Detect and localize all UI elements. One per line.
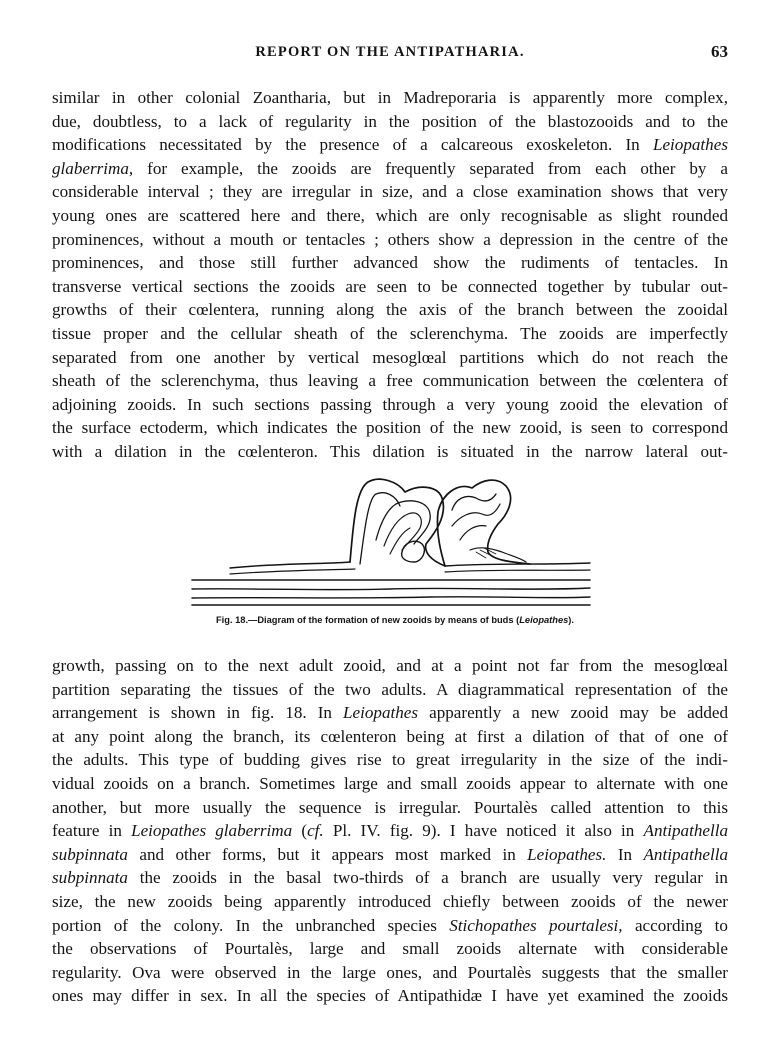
text-span: In (617, 844, 633, 864)
text-line: similar in other colonial Zoantharia, but in Madreporaria is apparently more complex, (52, 88, 728, 107)
text-span: the zooids in the basal two-thirds of a branch are usually very regular in (139, 868, 728, 888)
text-line: considerable interval ; they are irregular in size, and a close examination shows that very (52, 182, 728, 202)
text-span: Pl. IV. fig. 9). I have noticed it also in (332, 821, 635, 841)
figure-18 (190, 470, 600, 630)
text-line: the adults. This type of budding gives rise to great irregularity in the size of the indi- (52, 750, 728, 770)
text-line: transverse vertical sections the zooids are seen to be connected together by tubular out- (52, 276, 728, 296)
text-line (52, 866, 728, 890)
caption-end: ). (568, 615, 574, 625)
branch-outline (192, 597, 590, 598)
text-line: adjoining zooids. In such sections passing through a very young zooid the elevation of (52, 394, 728, 414)
left-zooid-inner (376, 501, 430, 544)
species-name: Leiopathes (343, 703, 419, 723)
text-line: young ones are scattered here and there, which are only recognisable as slight rounded (52, 205, 728, 225)
figure-caption (190, 615, 600, 625)
text-line (52, 819, 728, 843)
text-line: size, the new zooids being apparently introduced chiefly between zooids of the newer (52, 891, 728, 911)
left-zooid-inner (384, 513, 421, 550)
text-span: portion of the colony. In the unbranched species (52, 915, 437, 935)
body-paragraph-1 (52, 86, 728, 464)
text-span: modifications necessitated by the presence of a calcareous exoskeleton. In (52, 135, 640, 155)
text-span: ( (301, 821, 308, 841)
text-line: growths of their cœlentera, running along the axis of the branch between the zooidal (52, 300, 728, 320)
text-span: arrangement is shown in fig. 18. In (52, 703, 332, 723)
text-line (52, 701, 728, 725)
text-line: separated from one another by vertical mesoglœal partitions which do not reach the (52, 347, 728, 367)
caption-text: Fig. 18.—Diagram of the formation of new zooids by means of buds ( (216, 615, 520, 625)
text-line: vidual zooids on a branch. Sometimes large and small zooids appear to alternate with one (52, 773, 728, 793)
text-line: growth, passing on to the next adult zooid, and at a point not far from the mesoglœal (52, 656, 728, 675)
text-line: prominences, and those still further advanced show the rudiments of tentacles. In (52, 253, 728, 273)
right-zooid-inner (452, 504, 500, 526)
species-name: Leiopathes (652, 135, 728, 155)
right-zooid-inner (460, 526, 486, 540)
text-span: feature in (52, 821, 122, 841)
zooid-budding-diagram (190, 470, 600, 610)
text-line: ones may differ in sex. In all the species of Antipathidæ I have yet examined the zooids (52, 986, 728, 1006)
text-line (52, 157, 728, 181)
text-line: tissue proper and the cellular sheath of the sclerenchyma. The zooids are imperfectly (52, 323, 728, 343)
text-span: for example, the zooids are frequently separated from each other by a (147, 158, 728, 178)
text-line: due, doubtless, to a lack of regularity in the position of the blastozooids and to the (52, 111, 728, 131)
text-line (52, 843, 728, 867)
right-zooid-inner (470, 548, 526, 562)
right-zooid-outline (437, 480, 530, 566)
branch-outline (192, 588, 590, 590)
coenenchyme-outline (230, 569, 355, 574)
text-line: prominences, without a mouth or tentacles ; others show a depression in the centre of the (52, 229, 728, 249)
species-name: Stichopathes pourtalesi, (449, 915, 623, 935)
species-name: subpinnata (52, 844, 128, 864)
text-line: regularity. Ova were observed in the large ones, and Pourtalès suggests that the smaller (52, 962, 728, 982)
species-name: Antipathella (643, 844, 728, 864)
species-name: glaberrima, (52, 158, 134, 178)
coenenchyme-outline (445, 570, 590, 572)
species-name: subpinnata (52, 868, 128, 888)
text-line: partition separating the tissues of the two adults. A diagrammatical representation of the (52, 679, 728, 699)
running-title: REPORT ON THE ANTIPATHARIA. (255, 44, 525, 60)
text-span: according to (634, 915, 728, 935)
text-line (52, 914, 728, 938)
bud-outline (402, 541, 425, 562)
body-paragraph-2 (52, 654, 728, 1008)
left-zooid-inner (390, 528, 410, 554)
text-line (52, 133, 728, 157)
text-line: at any point along the branch, its cœlenteron being at first a dilation of that of one of (52, 726, 728, 746)
caption-genus: Leiopathes (519, 615, 569, 625)
species-name: Antipathella (643, 821, 729, 841)
coenenchyme-outline (230, 562, 350, 568)
running-head (52, 44, 728, 68)
text-line: another, but more usually the sequence is irregular. Pourtalès called attention to this (52, 797, 728, 817)
text-line: the observations of Pourtalès, large and small zooids alternate with considerable (52, 939, 728, 959)
text-line: the surface ectoderm, which indicates the position of the new zooid, is seen to correspond (52, 418, 728, 438)
abbreviation: cf. (307, 821, 324, 841)
page-number: 63 (711, 42, 728, 61)
text-line: with a dilation in the cœlenteron. This dilation is situated in the narrow lateral out- (52, 441, 728, 461)
text-span: apparently a new zooid may be added (429, 703, 728, 723)
species-name: Leiopathes glaberrima (131, 821, 293, 841)
right-zooid-inner (452, 494, 496, 510)
text-line: sheath of the sclerenchyma, thus leaving a free communication between the cœlentera of (52, 371, 728, 391)
text-span: and other forms, but it appears most marked in (139, 844, 516, 864)
species-name: Leiopathes. (527, 844, 607, 864)
